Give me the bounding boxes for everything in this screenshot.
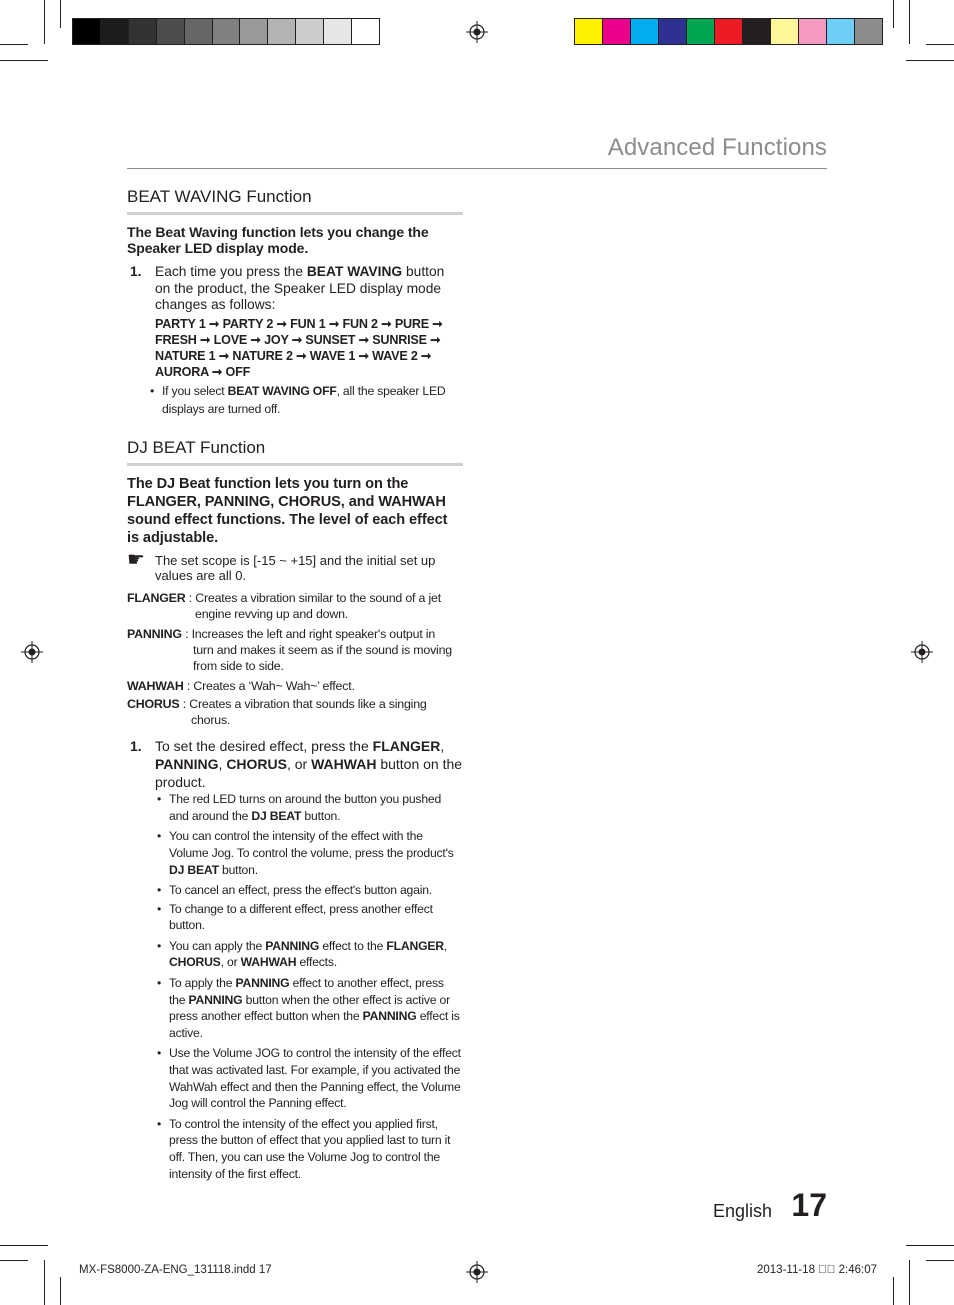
list-item: • Use the Volume JOG to control the intensity of the effect that was activated last. For example, if you activated the WahWah effect and then the Panning effect, the Volume Jog will control the Panning effect. xyxy=(155,1045,463,1111)
beat-waving-intro: The Beat Waving function lets you change the Speaker LED display mode. xyxy=(127,224,429,256)
step-text: button on the product, the Speaker LED display mode changes as follows: xyxy=(155,264,445,312)
definition-separator: : xyxy=(185,590,196,605)
color-swatch xyxy=(323,19,351,44)
button-name: BEAT WAVING xyxy=(306,264,403,279)
beat-waving-note xyxy=(148,382,463,418)
color-swatch xyxy=(630,19,658,44)
bullet-text: , or xyxy=(220,955,241,970)
definition-text: Increases the left and right speaker's output in xyxy=(191,626,436,641)
definition-text: chorus. xyxy=(191,712,231,727)
definition-separator: : xyxy=(179,696,190,711)
color-swatch xyxy=(128,19,156,44)
crop-mark xyxy=(44,0,45,44)
color-swatch xyxy=(575,19,602,44)
color-swatch xyxy=(100,19,128,44)
bullet-text: To apply the xyxy=(169,976,236,991)
list-item xyxy=(155,828,463,878)
content-column xyxy=(127,187,463,1182)
bullet-text: , xyxy=(443,938,448,953)
bullet-text: The red LED turns on around the button you pushed and around the xyxy=(169,792,442,823)
registration-mark-icon xyxy=(21,641,43,663)
definition-term: CHORUS xyxy=(127,696,180,711)
button-name: WAHWAH xyxy=(240,955,297,970)
step-text: , xyxy=(218,756,227,773)
definition-flanger xyxy=(127,590,463,622)
step-text: To set the desired effect, press the xyxy=(155,738,373,755)
note-text: The set scope is [-15 ~ +15] and the initial set up values are all 0. xyxy=(155,552,436,583)
page-number: 17 xyxy=(791,1187,827,1223)
pointing-hand-icon: ☛ xyxy=(127,548,145,571)
color-swatch xyxy=(854,19,882,44)
dj-beat-step-1 xyxy=(127,737,463,791)
button-name: PANNING xyxy=(235,976,290,991)
crop-mark xyxy=(906,60,954,61)
list-item xyxy=(155,975,463,1041)
crop-mark xyxy=(906,1245,954,1246)
color-swatch xyxy=(770,19,798,44)
definition-text: Creates a vibration similar to the sound of a jet xyxy=(195,590,441,605)
bullet-text: You can apply the xyxy=(169,938,266,953)
color-swatch xyxy=(239,19,267,44)
step-number: 1. xyxy=(130,264,142,279)
bullet-text: effects. xyxy=(296,955,337,970)
mode-sequence: PARTY 1 ➞ PARTY 2 ➞ FUN 1 ➞ FUN 2 ➞ PURE ➞ FRESH ➞ LOVE ➞ JOY ➞ SUNSET ➞ SUNRISE ➞ NATURE 1 ➞ NATURE 2 ➞ WAVE 1 ➞ WAVE 2 ➞ AURORA ➞ OFF xyxy=(155,316,443,379)
color-swatch xyxy=(714,19,742,44)
beat-waving-step-1 xyxy=(127,264,463,380)
step-number: 1. xyxy=(130,738,142,755)
definition-text: turn and makes it seem as if the sound is moving xyxy=(193,643,452,658)
note-text: , all the speaker LED displays are turned off. xyxy=(162,383,446,416)
color-swatch xyxy=(826,19,854,44)
color-swatch xyxy=(351,19,379,44)
button-name: BEAT WAVING OFF xyxy=(227,383,337,398)
date-slug: 2013-11-18 ￿￿ 2:46:07 xyxy=(757,1264,877,1276)
file-slug: MX-FS8000-ZA-ENG_131118.indd 17 xyxy=(79,1264,272,1276)
language-label: English xyxy=(712,1201,772,1221)
color-swatch xyxy=(267,19,295,44)
step-text: Each time you press the xyxy=(155,264,307,279)
button-name: FLANGER xyxy=(386,938,444,953)
list-item xyxy=(155,791,463,824)
list-item: • To control the intensity of the effect you applied first, press the button of effect that you applied last to turn it off. Then, you can use the Volume Jog to control the intensity of the first effect. xyxy=(155,1116,463,1182)
button-name: PANNING xyxy=(362,1009,417,1024)
section-title-dj-beat: DJ BEAT Function xyxy=(127,438,463,466)
definition-panning xyxy=(127,626,463,675)
list-item: • To cancel an effect, press the effect's button again. xyxy=(155,882,463,899)
definition-wahwah xyxy=(127,678,463,694)
bullet-text: button. xyxy=(218,862,258,877)
button-name: DJ BEAT xyxy=(251,808,302,823)
crop-mark xyxy=(893,0,894,28)
button-name: PANNING xyxy=(155,756,219,773)
crop-mark xyxy=(893,1277,894,1305)
button-name: CHORUS xyxy=(226,756,287,773)
bullet-text: effect to another effect, press the xyxy=(169,976,444,1007)
registration-mark-icon xyxy=(466,21,488,43)
crop-mark xyxy=(0,44,28,45)
color-swatch xyxy=(295,19,323,44)
definition-text: Creates a ‘Wah~ Wah~’ effect. xyxy=(193,678,355,693)
bullet-text: effect is active. xyxy=(169,1009,460,1040)
dj-beat-bullet-list xyxy=(155,791,463,1182)
definition-text: Creates a vibration that sounds like a singing xyxy=(189,696,427,711)
definition-term: PANNING xyxy=(127,626,182,641)
definition-chorus xyxy=(127,696,463,728)
dj-beat-intro: The DJ Beat function lets you turn on the FLANGER, PANNING, CHORUS, and WAHWAH sound effect functions. The level of each effect is adjustable. xyxy=(127,475,448,546)
definition-text: engine revving up and down. xyxy=(195,606,349,621)
registration-mark-icon xyxy=(466,1261,488,1283)
definition-separator: : xyxy=(183,678,194,693)
page-title: Advanced Functions xyxy=(607,134,827,161)
color-swatch xyxy=(212,19,240,44)
header-rule xyxy=(127,168,827,169)
color-swatch xyxy=(602,19,630,44)
button-name: FLANGER xyxy=(372,738,441,755)
button-name: PANNING xyxy=(188,992,243,1007)
section-title-beat-waving: BEAT WAVING Function xyxy=(127,187,463,215)
definition-separator: : xyxy=(181,626,192,641)
crop-mark xyxy=(44,1260,45,1305)
crop-mark xyxy=(909,0,910,44)
crop-mark xyxy=(60,1277,61,1305)
definition-term: WAHWAH xyxy=(127,678,184,693)
button-name: CHORUS xyxy=(169,955,221,970)
color-swatch xyxy=(156,19,184,44)
step-text: , or xyxy=(286,756,312,773)
definition-text: from side to side. xyxy=(193,659,284,674)
grayscale-color-bar xyxy=(72,18,380,45)
step-text: button on the product. xyxy=(155,756,463,791)
crop-mark xyxy=(926,1260,954,1261)
definition-term: FLANGER xyxy=(127,590,186,605)
dj-beat-note xyxy=(127,548,463,584)
color-swatch xyxy=(686,19,714,44)
color-swatch xyxy=(658,19,686,44)
crop-mark xyxy=(60,0,61,28)
step-text: , xyxy=(440,738,445,755)
list-item: • To change to a different effect, press another effect button. xyxy=(155,901,463,934)
crop-mark xyxy=(909,1260,910,1305)
button-name: PANNING xyxy=(265,938,320,953)
color-swatch xyxy=(742,19,770,44)
crop-mark xyxy=(0,1260,28,1261)
bullet-text: button. xyxy=(301,808,341,823)
crop-mark xyxy=(0,1245,48,1246)
registration-mark-icon xyxy=(911,641,933,663)
color-swatch xyxy=(184,19,212,44)
color-swatch xyxy=(798,19,826,44)
button-name: DJ BEAT xyxy=(169,862,219,877)
bullet-text: effect to the xyxy=(319,938,387,953)
button-name: WAHWAH xyxy=(311,756,377,773)
bullet-text: You can control the intensity of the effect with the Volume Jog. To control the volume, press the product's xyxy=(169,829,454,860)
note-text: If you select xyxy=(162,383,228,398)
color-swatch xyxy=(73,19,100,44)
process-color-bar xyxy=(574,18,883,45)
list-item xyxy=(155,938,463,971)
crop-mark xyxy=(0,60,48,61)
crop-mark xyxy=(926,44,954,45)
bullet-text: button when the other effect is active or press another effect button when the xyxy=(169,992,450,1024)
